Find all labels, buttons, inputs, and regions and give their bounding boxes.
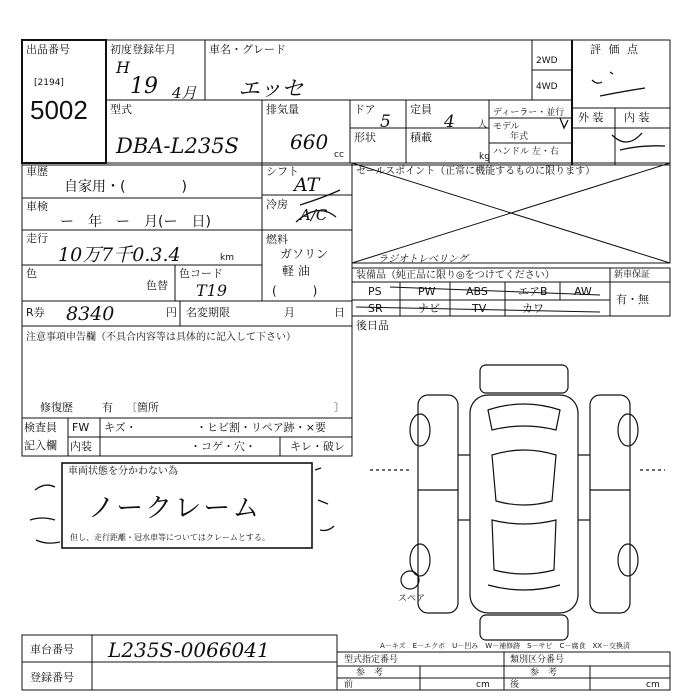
displacement-label: 排気量 — [266, 103, 299, 116]
recycle-value: 8340 — [66, 303, 115, 325]
repair-history-label: 修復歴 — [40, 401, 73, 414]
registration-year: 19 — [130, 74, 158, 99]
displacement-unit: cc — [334, 150, 344, 160]
history-label: 車歴 — [26, 165, 48, 178]
dealer-label: ディーラー・並行 — [493, 108, 565, 118]
equipment-label: 装備品（純正品に限り◎をつけてください） — [356, 270, 555, 281]
inspector-tear: キレ・破レ — [290, 440, 345, 453]
model-year-sub: 年式 — [510, 132, 529, 142]
color-label: 色 — [26, 267, 37, 280]
inspector-label: 検査員 — [24, 421, 57, 434]
equip-ps: PS — [368, 285, 382, 298]
registration-number-label: 登録番号 — [30, 671, 74, 684]
new-car-warranty-value: 有・無 — [616, 293, 649, 306]
form-label: 形状 — [354, 131, 376, 144]
sales-note: ラジオトレベリング — [378, 254, 468, 265]
repair-part-close: 〕 — [334, 401, 345, 414]
sales-point-label: セールスポイント（正常に機能するものに限ります） — [356, 166, 596, 177]
reference-label-right: 参 考 — [530, 668, 558, 678]
cm-label-right: cm — [646, 680, 660, 690]
stamp-bottom-text: 但し、走行距離・冠水車等についてはクレームとする。 — [70, 533, 270, 542]
inspector-interior: 内装 — [70, 440, 92, 453]
fuel-label: 燃料 — [266, 233, 288, 246]
chassis-number-label: 車台番号 — [30, 643, 74, 656]
mileage-unit: km — [220, 253, 234, 263]
capacity-unit: 人 — [478, 120, 488, 130]
inspector-entry-label: 記入欄 — [24, 439, 57, 452]
inspector-burn: ・コゲ・穴・ — [190, 440, 256, 453]
reference-label-left: 参 考 — [356, 668, 384, 678]
repair-history-value: 有 — [102, 401, 113, 414]
registration-month: 4月 — [172, 84, 197, 102]
score-label: 評 価 点 — [590, 43, 640, 56]
door-value: 5 — [380, 112, 391, 132]
chassis-number-value: L235S-0066041 — [108, 638, 270, 662]
color-code-value: T19 — [196, 281, 228, 300]
name-change-month: 月 — [284, 306, 295, 319]
equip-navi: ナビ — [418, 302, 440, 315]
ac-label: 冷房 — [266, 198, 288, 211]
name-change-day: 日 — [334, 306, 345, 319]
recycle-label: R券 — [26, 306, 45, 319]
displacement-value: 660 — [290, 130, 329, 154]
inspector-crack: ・ヒビ割・リペア跡・×要 — [196, 421, 326, 434]
fuel-diesel: 軽 油 — [282, 264, 310, 278]
registration-era: H — [116, 58, 130, 77]
equip-pw: PW — [418, 285, 436, 298]
mileage-label: 走行 — [26, 232, 48, 245]
inspector-fw: FW — [72, 421, 90, 434]
type-cert-label: 型式指定番号 — [344, 655, 399, 665]
category-number-label: 類別区分番号 — [510, 655, 565, 665]
car-name: エッセ — [238, 77, 304, 102]
shift-label: シフト — [266, 165, 299, 178]
stamp-top-text: 車両状態を分かわない為 — [68, 466, 178, 477]
exterior-label: 外 装 — [578, 111, 604, 124]
interior-label: 内 装 — [624, 111, 650, 124]
inspection-label: 車検 — [26, 200, 48, 213]
equip-tv: TV — [472, 302, 487, 315]
model-value: DBA-L235S — [116, 134, 239, 158]
lot-number: 5002 — [30, 95, 88, 125]
equip-aw: AW — [574, 285, 592, 298]
new-car-warranty-label: 新車保証 — [614, 270, 651, 280]
equip-airbag: エアB — [518, 285, 548, 298]
rear-label: 後 — [510, 680, 520, 690]
ac-value: A/C — [300, 206, 328, 224]
inspection-value: ー 年 ー 月(ー 日) — [60, 214, 211, 230]
mileage-value: 10万7千0.3.4 — [58, 244, 181, 266]
fuel-other: ( ) — [272, 284, 318, 298]
rear-items-label: 後日品 — [356, 319, 389, 332]
equip-abs: ABS — [466, 285, 488, 298]
stamp-main-text: ノークレーム — [88, 493, 262, 524]
notes-title: 注意事項申告欄（不具合内容等は具体的に記入して下さい） — [26, 332, 296, 343]
car-name-label: 車名・グレード — [209, 43, 286, 56]
model-year-label: モデル — [493, 122, 520, 132]
load-label: 積載 — [410, 131, 432, 144]
cm-label-left: cm — [476, 680, 490, 690]
damage-legend: A－キズ E－エクボ U－凹み W－補修跡 S－サビ C－腐食 XX－交換済 — [380, 642, 631, 650]
inspector-scratch: キズ・ — [104, 421, 137, 434]
name-change-label: 名変期限 — [186, 306, 230, 319]
color-change-label: 色替 — [146, 279, 168, 292]
drive-2wd: 2WD — [536, 56, 558, 66]
color-code-label: 色コード — [179, 267, 223, 280]
equip-leather: カワ — [522, 302, 544, 315]
lot-number-label: 出品番号 — [26, 43, 70, 56]
handle-label: ハンドル 左・右 — [493, 147, 559, 157]
equip-sr: SR — [368, 302, 383, 315]
first-registration-label: 初度登録年月 — [110, 43, 176, 56]
spare-tire-label: スペア — [398, 594, 426, 604]
fuel-gasoline: ガソリン — [280, 247, 329, 261]
shift-value: AT — [294, 174, 320, 196]
repair-part-label: 〔箇所 — [126, 401, 159, 414]
lot-sub-number: [2194] — [34, 78, 64, 88]
recycle-unit: 円 — [166, 306, 177, 319]
capacity-label: 定員 — [410, 103, 432, 116]
capacity-value: 4 — [444, 112, 455, 132]
model-label: 型式 — [110, 103, 132, 116]
load-unit: kg — [479, 152, 490, 162]
drive-4wd: 4WD — [536, 82, 558, 92]
history-value: 自家用・( ) — [64, 179, 187, 195]
front-label: 前 — [344, 680, 354, 690]
door-label: ドア — [354, 103, 376, 116]
